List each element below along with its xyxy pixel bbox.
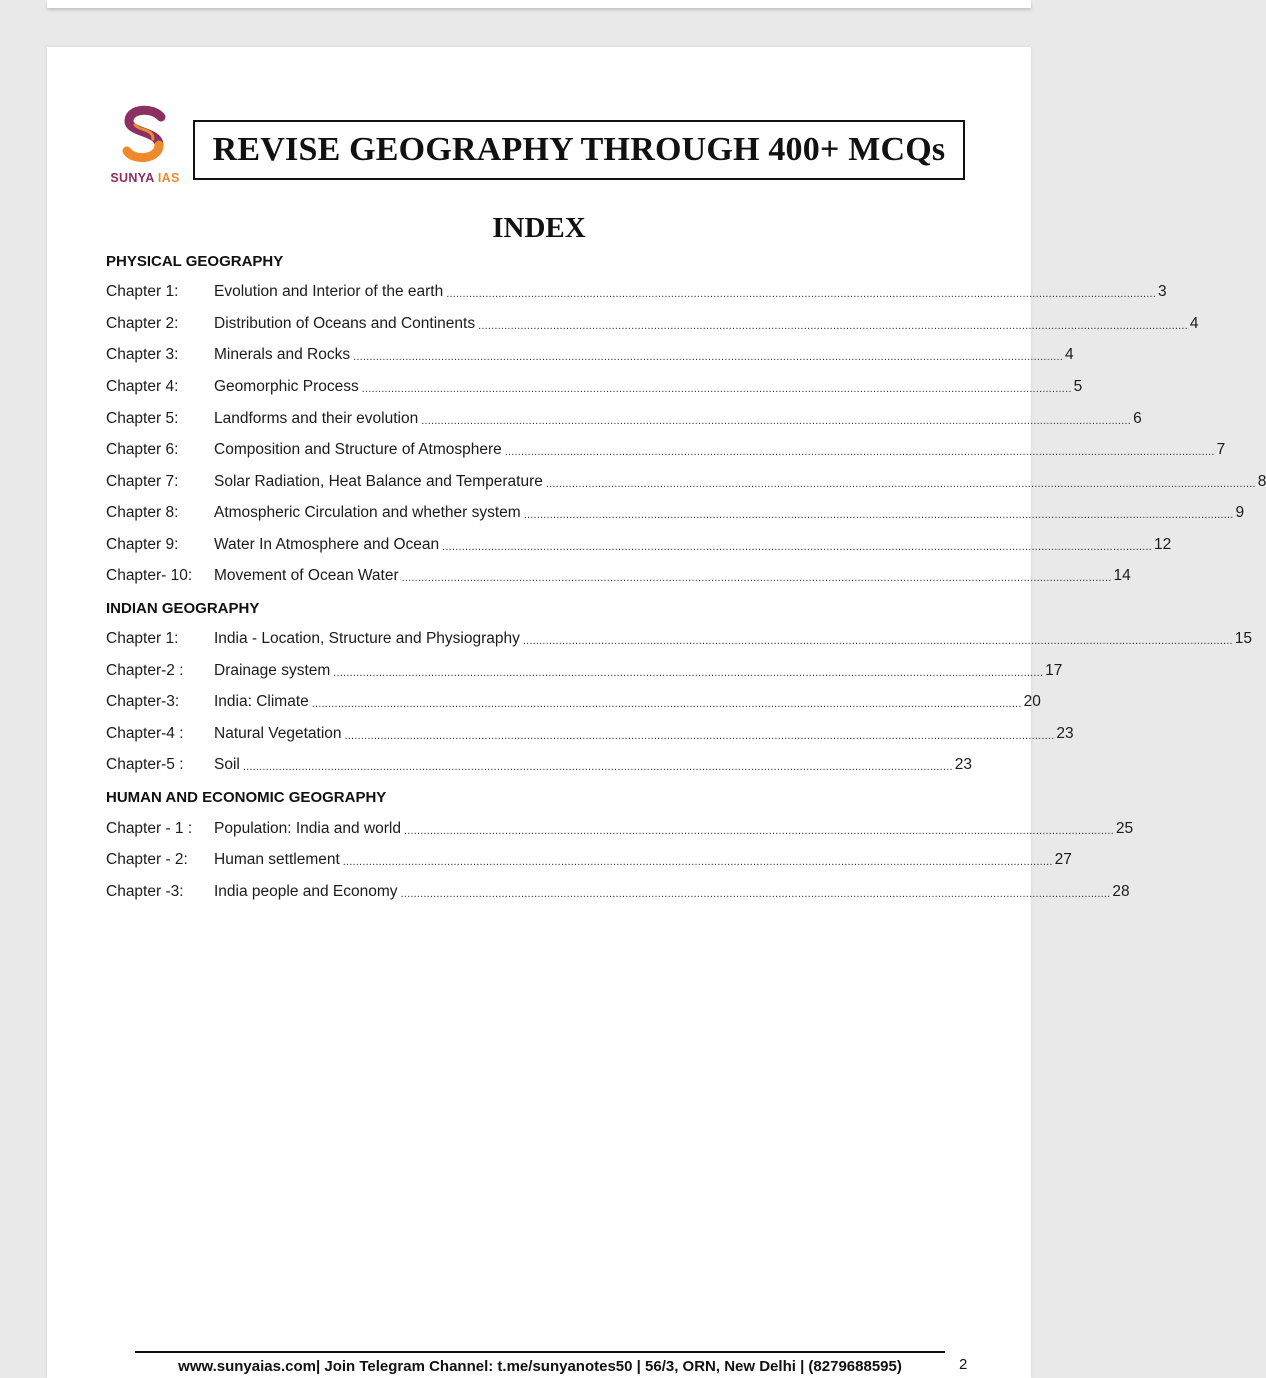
toc-entry[interactable]	[106, 504, 1245, 524]
toc-entry[interactable]	[106, 441, 1226, 461]
dot-leader: ..........................................................................................................................................................................................................................	[311, 698, 1022, 710]
section-heading-human-economic: HUMAN AND ECONOMIC GEOGRAPHY	[106, 789, 387, 806]
toc-entry[interactable]	[106, 725, 1074, 745]
toc-entry[interactable]	[106, 346, 1074, 366]
page-ref: 28	[1112, 883, 1130, 900]
dot-leader: ..........................................................................................................................................................................................................................	[242, 761, 953, 773]
chapter-title: India - Location, Structure and Physiography	[214, 630, 520, 647]
chapter-number: Chapter - 2:	[106, 851, 188, 868]
toc-entry[interactable]	[106, 693, 1041, 713]
chapter-number: Chapter 3:	[106, 346, 179, 363]
page-ref: 6	[1133, 410, 1142, 427]
document-page	[47, 47, 1266, 1378]
chapter-number: Chapter-2 :	[106, 662, 184, 679]
chapter-number: Chapter-5 :	[106, 756, 184, 773]
dot-leader: ..........................................................................................................................................................................................................................	[361, 383, 1072, 395]
logo-accent: IAS	[157, 171, 180, 185]
chapter-title: Minerals and Rocks	[214, 346, 351, 363]
chapter-number: Chapter 4:	[106, 378, 179, 395]
dot-leader: ..........................................................................................................................................................................................................................	[342, 856, 1053, 868]
chapter-title: Human settlement	[214, 851, 340, 868]
chapter-number: Chapter 2:	[106, 315, 179, 332]
chapter-title: Solar Radiation, Heat Balance and Temperature	[214, 473, 543, 490]
dot-leader: ..........................................................................................................................................................................................................................	[400, 888, 1111, 900]
chapter-number: Chapter- 10:	[106, 567, 193, 584]
toc-entry[interactable]	[106, 378, 1083, 398]
title-box	[193, 120, 965, 180]
dot-leader: ..........................................................................................................................................................................................................................	[401, 572, 1112, 584]
s-logo-icon	[119, 105, 171, 165]
section-heading-physical: PHYSICAL GEOGRAPHY	[106, 253, 284, 270]
page-ref: 27	[1054, 851, 1072, 868]
chapter-number: Chapter 9:	[106, 536, 179, 553]
toc-entry[interactable]	[106, 662, 1063, 682]
chapter-number: Chapter 1:	[106, 630, 179, 647]
chapter-title: Water In Atmosphere and Ocean	[214, 536, 440, 553]
toc-entry[interactable]	[106, 851, 1072, 871]
toc-entry[interactable]	[106, 473, 1266, 493]
page-ref: 20	[1023, 693, 1041, 710]
dot-leader: ..........................................................................................................................................................................................................................	[522, 635, 1233, 647]
footer-rule	[135, 1351, 945, 1353]
chapter-title: India: Climate	[214, 693, 309, 710]
toc-entry[interactable]	[106, 536, 1172, 556]
page-ref: 7	[1216, 441, 1226, 458]
page-ref: 14	[1113, 567, 1131, 584]
toc-entry[interactable]	[106, 756, 971, 776]
dot-leader: ..........................................................................................................................................................................................................................	[504, 446, 1215, 458]
logo-brand: SUNYA	[110, 171, 155, 185]
index-heading: INDEX	[492, 212, 586, 244]
chapter-title: Landforms and their evolution	[214, 410, 419, 427]
dot-leader: ..........................................................................................................................................................................................................................	[353, 351, 1063, 363]
chapter-title: Composition and Structure of Atmosphere	[214, 441, 502, 458]
section-heading-indian: INDIAN GEOGRAPHY	[106, 600, 260, 617]
toc-entry[interactable]	[106, 283, 1167, 303]
dot-leader: ..........................................................................................................................................................................................................................	[404, 825, 1114, 837]
page-ref: 3	[1158, 283, 1167, 300]
dot-leader: ..........................................................................................................................................................................................................................	[545, 478, 1256, 490]
page-ref: 8	[1257, 473, 1266, 490]
chapter-title: Atmospheric Circulation and whether system	[214, 504, 521, 521]
page-ref: 4	[1064, 346, 1074, 363]
chapter-number: Chapter-3:	[106, 693, 180, 710]
toc-entry[interactable]	[106, 630, 1252, 650]
page-ref: 5	[1073, 378, 1083, 395]
page-ref: 4	[1189, 315, 1199, 332]
dot-leader: ..........................................................................................................................................................................................................................	[421, 415, 1132, 427]
chapter-title: Movement of Ocean Water	[214, 567, 399, 584]
dot-leader: ..........................................................................................................................................................................................................................	[333, 667, 1044, 679]
toc-entry[interactable]	[106, 567, 1131, 587]
footer-text: www.sunyaias.com| Join Telegram Channel: t.me/sunyanotes50 | 56/3, ORN, New Delhi | (8279688595)	[178, 1358, 902, 1375]
page-ref: 15	[1234, 630, 1252, 647]
dot-leader: ..........................................................................................................................................................................................................................	[523, 509, 1234, 521]
chapter-title: Population: India and world	[214, 820, 401, 837]
chapter-number: Chapter 7:	[106, 473, 179, 490]
page-ref: 12	[1154, 536, 1172, 553]
toc-entry[interactable]	[106, 820, 1134, 840]
dot-leader: ..........................................................................................................................................................................................................................	[446, 288, 1157, 300]
page-number: 2	[959, 1356, 968, 1373]
chapter-title: India people and Economy	[214, 883, 398, 900]
chapter-number: Chapter 5:	[106, 410, 179, 427]
chapter-title: Geomorphic Process	[214, 378, 359, 395]
chapter-title: Distribution of Oceans and Continents	[214, 315, 476, 332]
dot-leader: ..........................................................................................................................................................................................................................	[478, 320, 1188, 332]
chapter-number: Chapter - 1 :	[106, 820, 193, 837]
document-title: REVISE GEOGRAPHY THROUGH 400+ MCQs	[212, 131, 946, 168]
dot-leader: ..........................................................................................................................................................................................................................	[442, 541, 1153, 553]
logo-text	[105, 171, 185, 185]
dot-leader: ..........................................................................................................................................................................................................................	[344, 730, 1055, 742]
chapter-number: Chapter-4 :	[106, 725, 184, 742]
chapter-number: Chapter 8:	[106, 504, 179, 521]
chapter-title: Natural Vegetation	[214, 725, 342, 742]
page-ref: 17	[1045, 662, 1063, 679]
chapter-title: Drainage system	[214, 662, 331, 679]
toc-entry[interactable]	[106, 410, 1142, 430]
page-ref: 23	[1056, 725, 1074, 742]
page-ref: 25	[1115, 820, 1134, 837]
toc-entry[interactable]	[106, 883, 1130, 903]
chapter-title: Evolution and Interior of the earth	[214, 283, 444, 300]
chapter-number: Chapter 1:	[106, 283, 179, 300]
toc-entry[interactable]	[106, 315, 1199, 335]
chapter-number: Chapter 6:	[106, 441, 179, 458]
page-ref: 23	[954, 756, 972, 773]
previous-page-edge	[47, 0, 1031, 8]
chapter-number: Chapter -3:	[106, 883, 184, 900]
chapter-title: Soil	[214, 756, 240, 773]
sunya-ias-logo	[105, 105, 185, 187]
page-ref: 9	[1235, 504, 1245, 521]
